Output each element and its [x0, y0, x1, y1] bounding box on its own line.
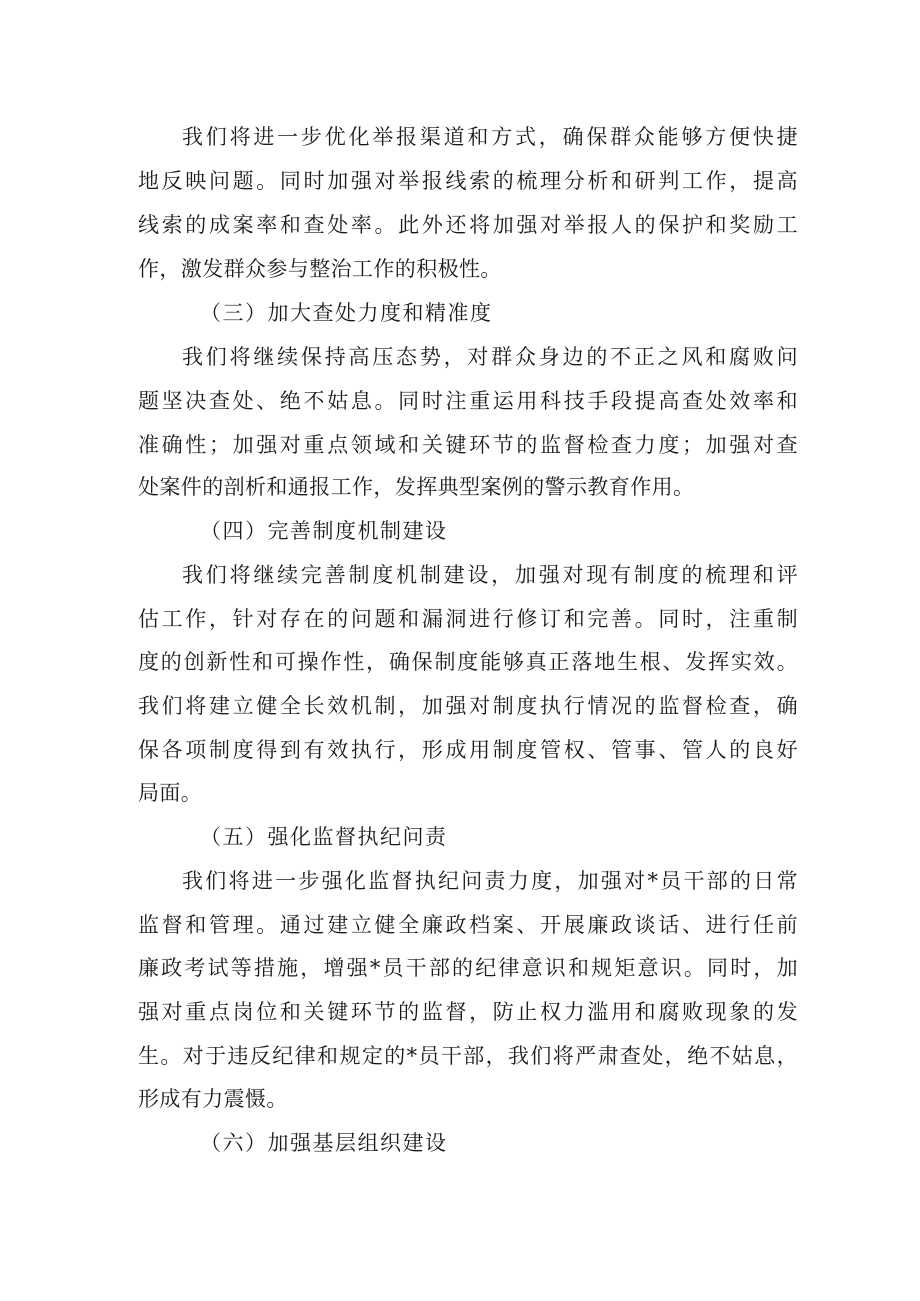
section-heading-5: （五）强化监督执纪问责 — [200, 825, 448, 849]
paragraph-4-line-5: 生。对于违反纪律和规定的*员干部，我们将严肃查处，绝不姑息， — [138, 1044, 798, 1068]
section-heading-4: （四）完善制度机制建设 — [200, 519, 448, 543]
paragraph-3-line-6: 局面。 — [138, 781, 203, 805]
paragraph-3-line-1: 我们将继续完善制度机制建设，加强对现有制度的梳理和评 — [182, 563, 798, 587]
paragraph-4-line-6: 形成有力震慑。 — [138, 1087, 288, 1111]
paragraph-3-line-3: 度的创新性和可操作性，确保制度能够真正落地生根、发挥实效。 — [138, 650, 798, 674]
paragraph-2-line-4: 处案件的剖析和通报工作，发挥典型案例的警示教育作用。 — [138, 475, 695, 499]
paragraph-1-line-2: 地反映问题。同时加强对举报线索的梳理分析和研判工作，提高 — [138, 169, 798, 193]
paragraph-2-line-2: 题坚决查处、绝不姑息。同时注重运用科技手段提高查处效率和 — [138, 389, 798, 413]
paragraph-1-line-1: 我们将进一步优化举报渠道和方式，确保群众能够方便快捷 — [182, 125, 798, 149]
paragraph-3-line-2: 估工作，针对存在的问题和漏洞进行修订和完善。同时，注重制 — [138, 607, 798, 631]
paragraph-4-line-1: 我们将进一步强化监督执纪问责力度，加强对*员干部的日常 — [182, 869, 798, 893]
paragraph-4-line-4: 强对重点岗位和关键环节的监督，防止权力滥用和腐败现象的发 — [138, 1000, 798, 1024]
paragraph-2-line-1: 我们将继续保持高压态势，对群众身边的不正之风和腐败问 — [182, 345, 798, 369]
section-heading-6: （六）加强基层组织建设 — [200, 1131, 448, 1155]
paragraph-1-line-3: 线索的成案率和查处率。此外还将加强对举报人的保护和奖励工 — [138, 213, 798, 237]
paragraph-3-line-4: 我们将建立健全长效机制，加强对制度执行情况的监督检查，确 — [138, 694, 798, 718]
paragraph-4-line-2: 监督和管理。通过建立健全廉政档案、开展廉政谈话、进行任前 — [138, 913, 798, 937]
paragraph-3-line-5: 保各项制度得到有效执行，形成用制度管权、管事、管人的良好 — [138, 738, 798, 762]
paragraph-4-line-3: 廉政考试等措施，增强*员干部的纪律意识和规矩意识。同时，加 — [138, 956, 798, 980]
section-heading-3: （三）加大查处力度和精准度 — [200, 301, 493, 325]
paragraph-2-line-3: 准确性；加强对重点领域和关键环节的监督检查力度；加强对查 — [138, 433, 798, 457]
paragraph-1-line-4: 作，激发群众参与整治工作的积极性。 — [138, 257, 502, 281]
